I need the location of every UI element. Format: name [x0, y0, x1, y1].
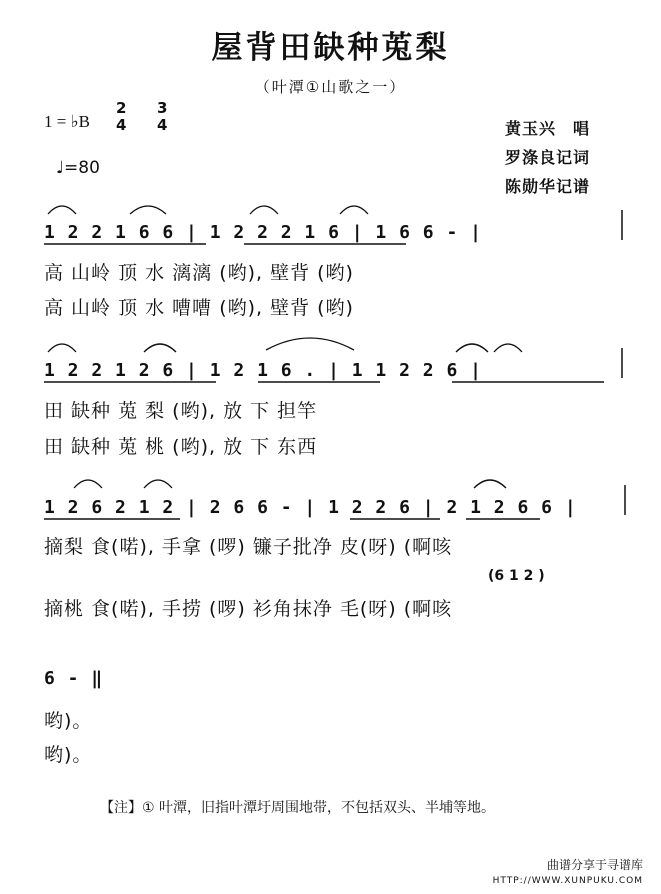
- lyrics-system-3-verse-1: 摘梨 食(喏), 手拿 (啰) 镰子批净 皮(呀) (啊咳: [44, 536, 453, 558]
- notes-system-4: 6 - ‖: [44, 668, 104, 689]
- notes-system-1: 1 2 2 1 6 6 | 1 2 2 2 1 6 | 1 6 6 - |: [44, 222, 482, 243]
- time-signature-2-4: 2 4: [116, 99, 127, 134]
- lyrics-system-1-verse-1: 高 山岭 顶 水 漓漓 (哟), 壁背 (哟): [44, 262, 354, 284]
- lyrics-system-1-verse-2: 高 山岭 顶 水 嘈嘈 (哟), 壁背 (哟): [44, 297, 354, 319]
- tempo-marking: ♩=80: [56, 158, 100, 178]
- lyrics-system-4-verse-2: 哟)。: [44, 744, 93, 766]
- credit-singer: 黄玉兴 唱: [505, 119, 591, 138]
- watermark-footer: 曲谱分享于寻谱库 HTTP://WWW.XUNPUKU.COM: [492, 858, 643, 886]
- notes-system-3: 1 2 6 2 1 2 | 2 6 6 - | 1 2 2 6 | 2 1 2 6 6 |: [44, 497, 577, 518]
- credit-score: 陈勋华记谱: [505, 177, 591, 196]
- lyrics-system-2-verse-1: 田 缺种 莵 梨 (哟), 放 下 担竿: [44, 400, 318, 422]
- song-subtitle: （叶潭①山歌之一）: [254, 78, 407, 96]
- key-signature: 1 = ♭B: [44, 112, 90, 131]
- song-title: 屋背田缺种莵梨: [211, 30, 450, 66]
- variant-notes: (6 1 2 ): [488, 568, 545, 584]
- footnote: 【注】① 叶潭，旧指叶潭圩周围地带，不包括双头、半埔等地。: [100, 800, 495, 816]
- time-signature-3-4: 3 4: [157, 99, 168, 134]
- lyrics-system-3-verse-2: 摘桃 食(喏), 手捞 (啰) 衫角抹净 毛(呀) (啊咳: [44, 598, 453, 620]
- lyrics-system-4-verse-1: 哟)。: [44, 710, 93, 732]
- lyrics-system-2-verse-2: 田 缺种 莵 桃 (哟), 放 下 东西: [44, 436, 318, 458]
- notes-system-2: 1 2 2 1 2 6 | 1 2 1 6 . | 1 1 2 2 6 |: [44, 360, 482, 381]
- credit-lyrics: 罗涤良记词: [505, 148, 591, 167]
